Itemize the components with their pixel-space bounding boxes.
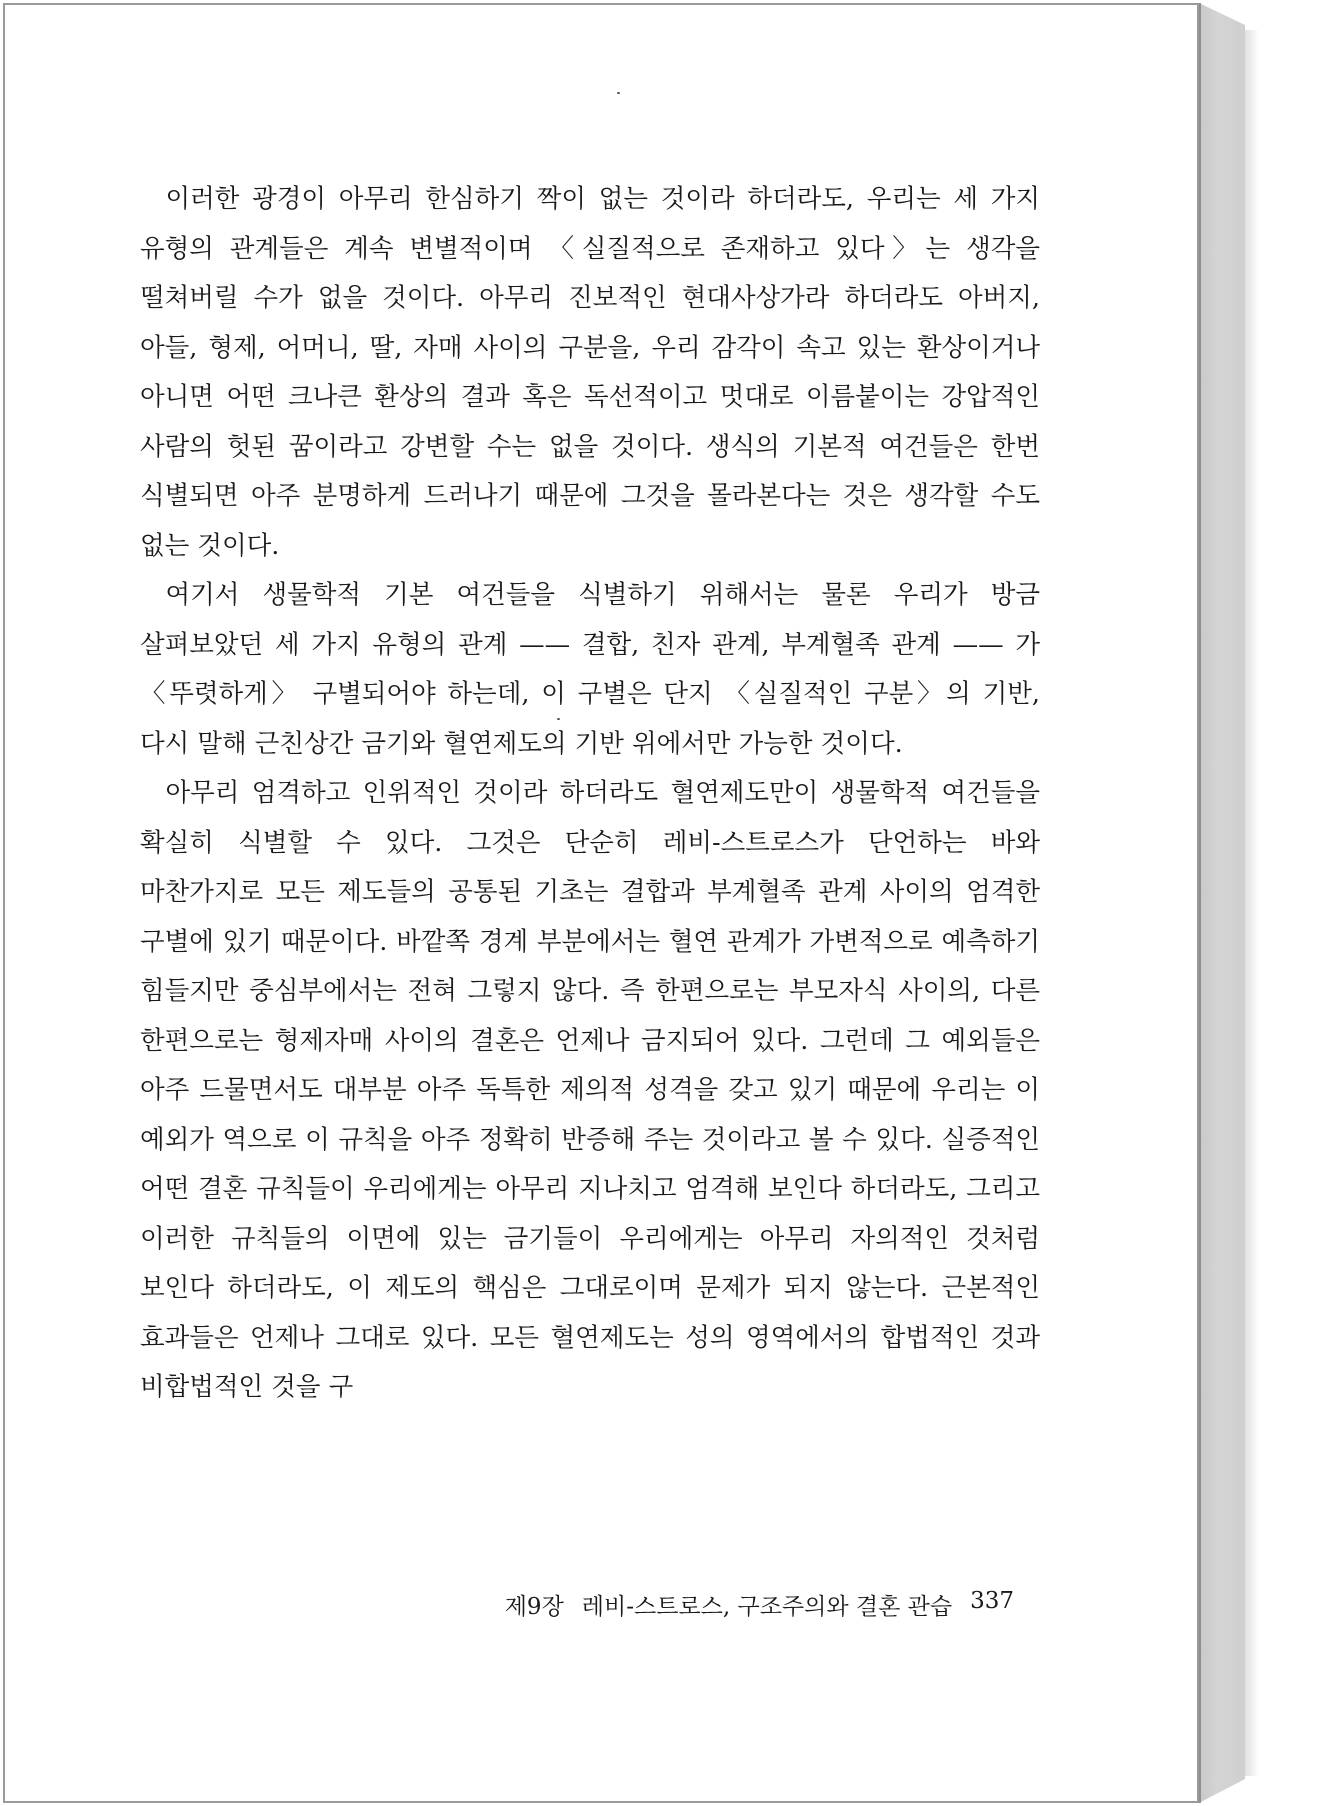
paragraph-1: 이러한 광경이 아무리 한심하기 짝이 없는 것이라 하더라도, 우리는 세 가지 유형의 관계들은 계속 변별적이며 〈실질적으로 존재하고 있다〉는 생각을 떨쳐버릴 수가 없을 것이다. 아무리 진보적인 현대사상가라 하더라도 아버지, 아들, 형제, 어머니, 딸, 자매 사이의 구분을, 우리 감각이 속고 있는 환상이거나 아니면 어떤 크나큰 환상의 결과 혹은 독선적이고 멋대로 이름붙이는 강압적인 사람의 헛된 꿈이라고 강변할 수는 없을 것이다. 생식의 기본적 여건들은 한번 식별되면 아주 분명하게 드러나기 때문에 그것을 몰라본다는 것은 생각할 수도 없는 것이다. (140, 184, 1040, 561)
paragraph-2: 여기서 생물학적 기본 여건들을 식별하기 위해서는 물론 우리가 방금 살펴보았던 세 가지 유형의 관계 —— 결합, 친자 관계, 부계혈족 관계 —— 가 〈뚜렷하게〉 구별되어야 하는데, 이 구별은 단지 〈실질적인 구분〉의 기반, 다시 말해 근친상간 금기와 혈연제도의 기반 위에서만 가능한 것이다. (140, 580, 1040, 759)
paragraph-3: 아무리 엄격하고 인위적인 것이라 하더라도 혈연제도만이 생물학적 여건들을 확실히 식별할 수 있다. 그것은 단순히 레비-스트로스가 단언하는 바와 마찬가지로 모든 제도들의 공통된 기초는 결합과 부계혈족 관계 사이의 엄격한 구별에 있기 때문이다. 바깥쪽 경계 부분에서는 혈연 관계가 가변적으로 예측하기 힘들지만 중심부에서는 전혀 그렇지 않다. 즉 한편으로는 부모자식 사이의, 다른 한편으로는 형제자매 사이의 결혼은 언제나 금지되어 있다. 그런데 그 예외들은 아주 드물면서도 대부분 아주 독특한 제의적 성격을 갖고 있기 때문에 우리는 이 예외가 역으로 이 규칙을 아주 정확히 반증해 주는 것이라고 볼 수 있다. 실증적인 어떤 결혼 규칙들이 우리에게는 아무리 지나치고 엄격해 보인다 하더라도, 그리고 이러한 규칙들의 이면에 있는 금기들이 우리에게는 아무리 자의적인 것처럼 보인다 하더라도, 이 제도의 핵심은 그대로이며 문제가 되지 않는다. 근본적인 효과들은 언제나 그대로 있다. 모든 혈연제도는 성의 영역에서의 합법적인 것과 비합법적인 것을 구 (140, 778, 1040, 1402)
footer-title: 레비-스트로스, 구조주의와 결혼 관습 (581, 1594, 953, 1620)
running-footer (440, 1588, 1014, 1621)
body-text (140, 175, 1040, 1413)
print-speck (617, 92, 620, 94)
page-number: 337 (970, 1588, 1014, 1614)
page-shadow (1245, 30, 1259, 1776)
page-edge-line (1199, 3, 1201, 1803)
footer-chapter: 제9장 (504, 1594, 564, 1620)
book-page-edge (1199, 3, 1245, 1803)
